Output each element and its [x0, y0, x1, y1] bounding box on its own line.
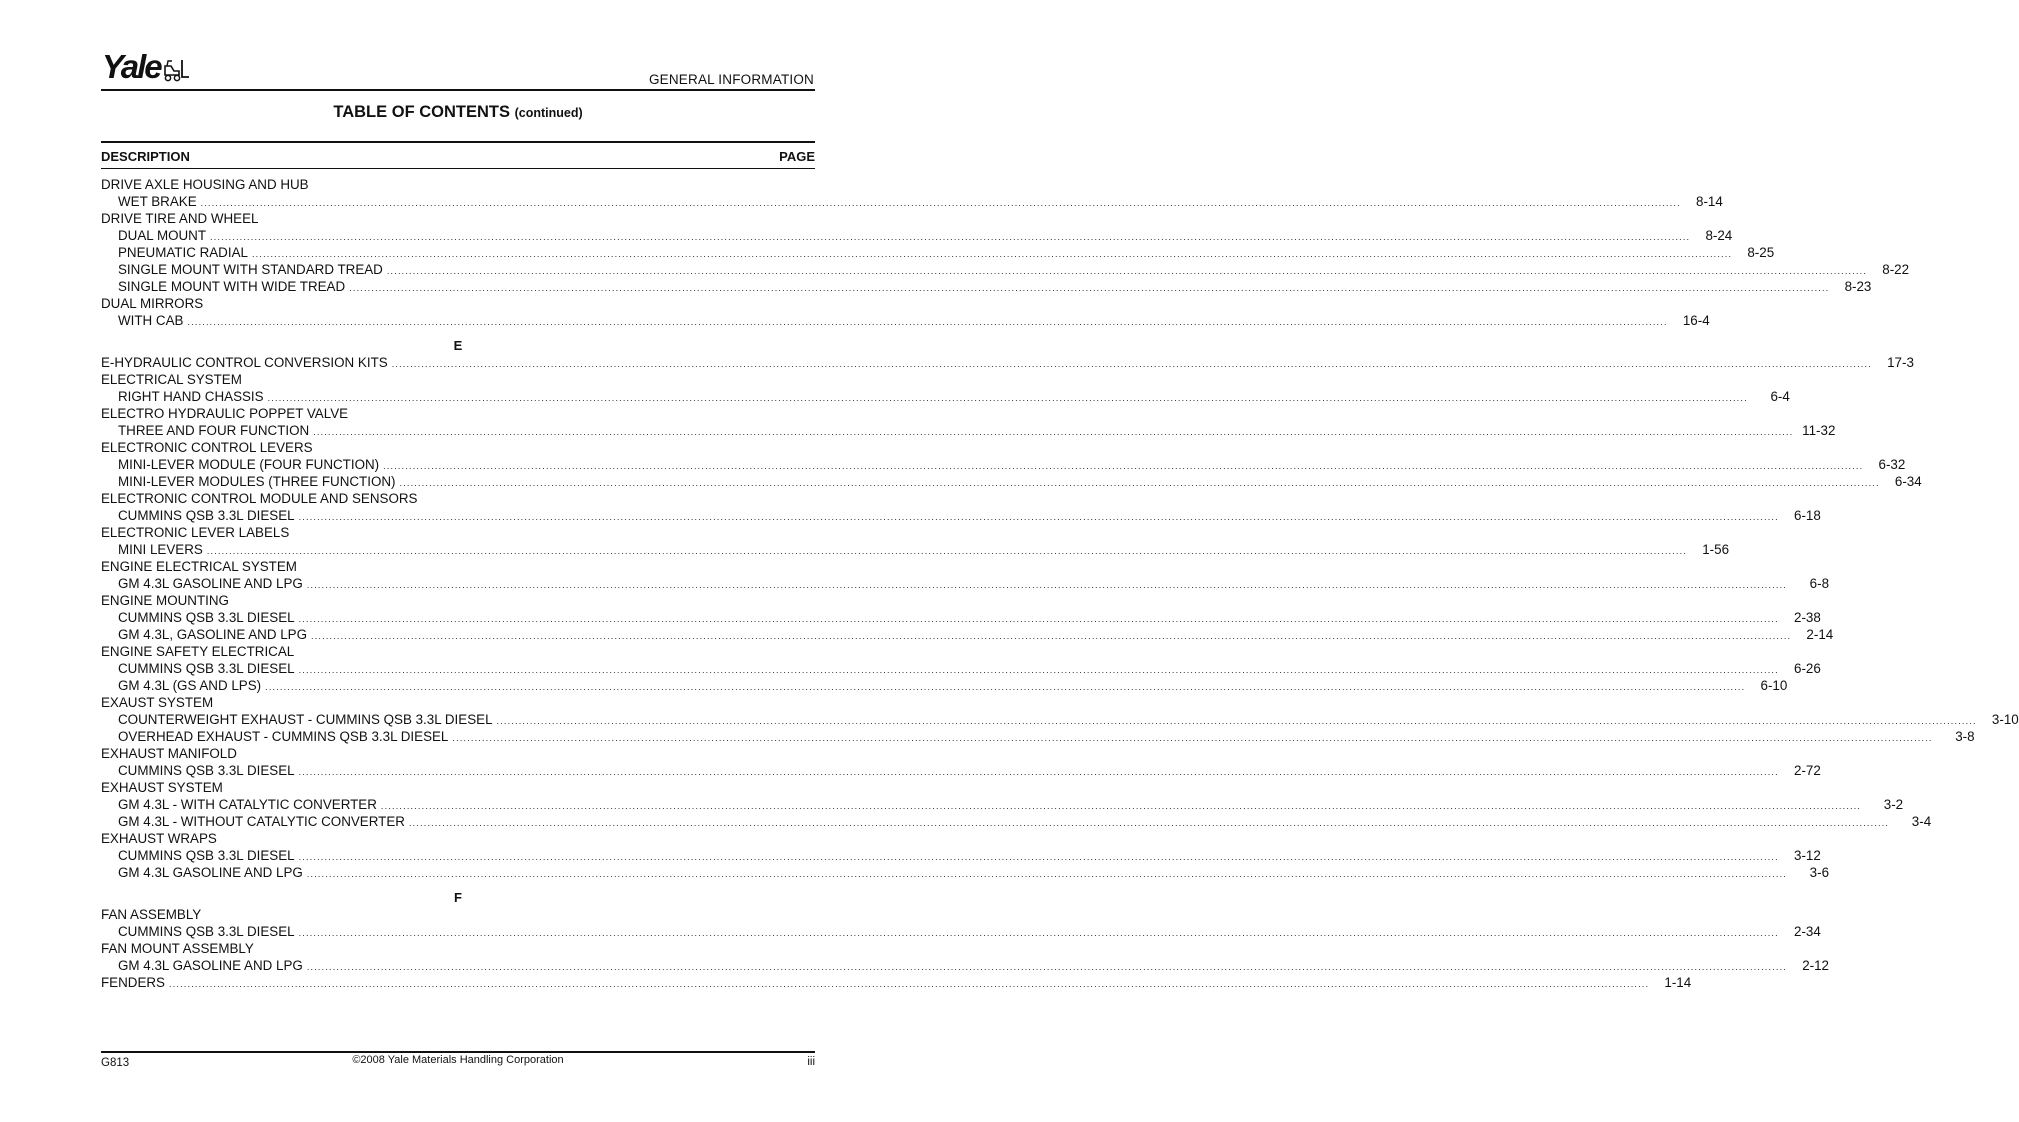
toc-subentry[interactable] [101, 312, 1710, 329]
section-letter: F [454, 890, 462, 905]
toc-subentry[interactable] [101, 813, 1932, 830]
dot-leader: ................................................................................................................................................................................................................................................................................................................................................................................................................ [298, 665, 1779, 675]
toc-entry-title: OVERHEAD EXHAUST - CUMMINS QSB 3.3L DIESEL [118, 729, 449, 744]
document-code: G813 [101, 1057, 130, 1069]
dot-leader: ................................................................................................................................................................................................................................................................................................................................................................................................................ [187, 317, 1668, 327]
toc-entry-title: CUMMINS QSB 3.3L DIESEL [118, 661, 295, 676]
toc-entry-title: ENGINE ELECTRICAL SYSTEM [101, 559, 297, 574]
dot-leader: ................................................................................................................................................................................................................................................................................................................................................................................................................ [210, 232, 1691, 242]
toc-entry-title: CUMMINS QSB 3.3L DIESEL [118, 610, 295, 625]
toc-entry-page: 8-23 [1844, 279, 1872, 294]
toc-entry-title: FENDERS [101, 975, 165, 990]
toc-entry-title: DUAL MIRRORS [101, 296, 204, 311]
toc-entry-page: 8-25 [1747, 245, 1775, 260]
toc-subentry[interactable] [101, 422, 1836, 439]
toc-entry-title: GM 4.3L - WITHOUT CATALYTIC CONVERTER [118, 814, 405, 829]
toc-entry-page: 3-2 [1883, 797, 1904, 812]
dot-leader: ................................................................................................................................................................................................................................................................................................................................................................................................................ [380, 801, 1862, 811]
toc-entry [101, 906, 815, 923]
toc-entry-title: SINGLE MOUNT WITH STANDARD TREAD [118, 262, 383, 277]
toc-entry-page: 3-8 [1955, 729, 1975, 744]
toc-entry-title: COUNTERWEIGHT EXHAUST - CUMMINS QSB 3.3L DIESEL [118, 712, 493, 727]
toc-entry [101, 940, 815, 957]
dot-leader: ................................................................................................................................................................................................................................................................................................................................................................................................................ [298, 767, 1779, 777]
toc-subentry[interactable] [101, 796, 1904, 813]
copyright-notice: ©2008 Yale Materials Handling Corporation [352, 1054, 564, 1066]
toc-subentry[interactable] [101, 762, 1821, 779]
dot-leader: ................................................................................................................................................................................................................................................................................................................................................................................................................ [267, 393, 1748, 403]
toc-subentry[interactable] [101, 923, 1821, 940]
toc-subentry[interactable] [101, 456, 1906, 473]
toc-subentry[interactable] [101, 575, 1830, 592]
dot-leader: ................................................................................................................................................................................................................................................................................................................................................................................................................ [306, 869, 1788, 879]
column-header-page: PAGE [779, 149, 815, 164]
toc-entry-title: ELECTRONIC CONTROL LEVERS [101, 440, 313, 455]
toc-entry-title: SINGLE MOUNT WITH WIDE TREAD [118, 279, 346, 294]
toc-entry-page: 8-22 [1882, 262, 1910, 277]
section-label: GENERAL INFORMATION [648, 72, 814, 87]
toc-entry-title: DRIVE AXLE HOUSING AND HUB [101, 177, 309, 192]
toc-entry-page: 2-12 [1802, 958, 1830, 973]
toc-entry-page: 6-34 [1894, 474, 1922, 489]
column-header-rule-bottom [101, 168, 815, 169]
toc-entry-page: 3-10 [1991, 712, 2019, 727]
dot-leader: ................................................................................................................................................................................................................................................................................................................................................................................................................ [306, 580, 1788, 590]
toc-entry [101, 210, 815, 227]
toc-entry [101, 371, 815, 388]
toc-entry-page: 3-12 [1794, 848, 1821, 863]
dot-leader: ................................................................................................................................................................................................................................................................................................................................................................................................................ [452, 733, 1933, 743]
toc-entry-title: CUMMINS QSB 3.3L DIESEL [118, 763, 295, 778]
toc-entry-title: CUMMINS QSB 3.3L DIESEL [118, 508, 295, 523]
toc-entry-page: 2-38 [1794, 610, 1821, 625]
dot-leader: ................................................................................................................................................................................................................................................................................................................................................................................................................ [399, 478, 1880, 488]
dot-leader: ................................................................................................................................................................................................................................................................................................................................................................................................................ [386, 266, 1868, 276]
toc-entry [101, 830, 815, 847]
page-title [0, 103, 916, 122]
toc-entry-title: EXHAUST WRAPS [101, 831, 217, 846]
toc-subentry[interactable] [101, 244, 1775, 261]
toc-entry [101, 176, 815, 193]
dot-leader: ................................................................................................................................................................................................................................................................................................................................................................................................................ [298, 852, 1779, 862]
toc-entry-title: GM 4.3L GASOLINE AND LPG [118, 865, 303, 880]
toc-subentry[interactable] [101, 660, 1821, 677]
toc-entry-page: 3-6 [1809, 865, 1830, 880]
dot-leader: ................................................................................................................................................................................................................................................................................................................................................................................................................ [298, 928, 1779, 938]
dot-leader: ................................................................................................................................................................................................................................................................................................................................................................................................................ [408, 818, 1890, 828]
toc-entry-page: 6-10 [1760, 678, 1788, 693]
toc-entry-title: FAN MOUNT ASSEMBLY [101, 941, 254, 956]
toc-subentry[interactable] [101, 864, 1830, 881]
toc-entry-page: 1-14 [1664, 975, 1692, 990]
toc-entry-title: GM 4.3L, GASOLINE AND LPG [118, 627, 308, 642]
dot-leader: ................................................................................................................................................................................................................................................................................................................................................................................................................ [200, 198, 1681, 208]
footer-rule [101, 1051, 815, 1053]
toc-entry-page: 6-32 [1878, 457, 1906, 472]
toc-subentry[interactable] [101, 626, 1834, 643]
toc-entry-title: GM 4.3L - WITH CATALYTIC CONVERTER [118, 797, 377, 812]
toc-entry-title: MINI-LEVER MODULES (THREE FUNCTION) [118, 474, 396, 489]
dot-leader: ................................................................................................................................................................................................................................................................................................................................................................................................................ [311, 631, 1792, 641]
toc-entry [101, 694, 815, 711]
toc-entry-page: 2-34 [1794, 924, 1821, 939]
dot-leader: ................................................................................................................................................................................................................................................................................................................................................................................................................ [383, 461, 1864, 471]
header-rule [101, 89, 815, 91]
toc-entry [101, 490, 815, 507]
logo-wordmark: Yale [102, 48, 161, 85]
dot-leader: ................................................................................................................................................................................................................................................................................................................................................................................................................ [251, 249, 1733, 259]
column-header-description: DESCRIPTION [101, 149, 190, 164]
dot-leader: ................................................................................................................................................................................................................................................................................................................................................................................................................ [169, 979, 1650, 989]
toc-entry-title: GM 4.3L GASOLINE AND LPG [118, 576, 303, 591]
toc-entry-page: 8-14 [1696, 194, 1723, 209]
toc-entry-title: DRIVE TIRE AND WHEEL [101, 211, 259, 226]
toc-entry-page: 2-72 [1794, 763, 1821, 778]
dot-leader: ................................................................................................................................................................................................................................................................................................................................................................................................................ [313, 427, 1794, 437]
toc-entry-title: MINI LEVERS [118, 542, 203, 557]
toc-entry-title: CUMMINS QSB 3.3L DIESEL [118, 924, 295, 939]
toc-entry-title: THREE AND FOUR FUNCTION [118, 423, 310, 438]
toc-subentry[interactable] [101, 711, 2019, 728]
toc-entry-title: GM 4.3L GASOLINE AND LPG [118, 958, 303, 973]
toc-subentry[interactable] [101, 193, 1723, 210]
toc-entry-title: ENGINE MOUNTING [101, 593, 229, 608]
dot-leader: ................................................................................................................................................................................................................................................................................................................................................................................................................ [496, 716, 1977, 726]
toc-subentry[interactable] [101, 541, 1730, 558]
toc-entry-title: ELECTRONIC CONTROL MODULE AND SENSORS [101, 491, 418, 506]
toc-entry [101, 439, 815, 456]
page-number: iii [807, 1056, 815, 1068]
toc-entry-title: FAN ASSEMBLY [101, 907, 202, 922]
section-letter: E [453, 338, 463, 353]
toc-entry [101, 643, 815, 660]
toc-entry[interactable] [101, 354, 1914, 371]
toc-entry-title: WET BRAKE [118, 194, 197, 209]
dot-leader: ................................................................................................................................................................................................................................................................................................................................................................................................................ [298, 512, 1779, 522]
toc-entry [101, 558, 815, 575]
dot-leader: ................................................................................................................................................................................................................................................................................................................................................................................................................ [349, 283, 1830, 293]
toc-subentry[interactable] [101, 677, 1788, 694]
toc-entry-page: 17-3 [1887, 355, 1914, 370]
toc-entry-title: PNEUMATIC RADIAL [118, 245, 248, 260]
toc-entry-page: 6-26 [1794, 661, 1821, 676]
toc-subentry[interactable] [101, 609, 1821, 626]
column-header-rule-top [101, 141, 815, 143]
toc-entry-page: 16-4 [1682, 313, 1710, 328]
dot-leader: ................................................................................................................................................................................................................................................................................................................................................................................................................ [306, 962, 1788, 972]
toc-entry-title: EXAUST SYSTEM [101, 695, 214, 710]
toc-subentry[interactable] [101, 728, 1975, 745]
toc-entry [101, 524, 815, 541]
dot-leader: ................................................................................................................................................................................................................................................................................................................................................................................................................ [298, 614, 1779, 624]
toc-entry-page: 8-24 [1705, 228, 1733, 243]
toc-entry [101, 295, 815, 312]
toc-entry [101, 745, 815, 762]
toc-entry-title: RIGHT HAND CHASSIS [118, 389, 264, 404]
toc-entry-title: ELECTRICAL SYSTEM [101, 372, 242, 387]
toc-entry[interactable] [101, 974, 1692, 991]
toc-entry-page: 11-32 [1802, 423, 1836, 438]
toc-subentry[interactable] [101, 473, 1922, 490]
toc-entry-title: EXHAUST MANIFOLD [101, 746, 237, 761]
toc-entry-page: 6-8 [1809, 576, 1830, 591]
toc-entry-page: 2-14 [1806, 627, 1834, 642]
toc-entry-title: CUMMINS QSB 3.3L DIESEL [118, 848, 295, 863]
title-text: TABLE OF CONTENTS [333, 103, 510, 121]
toc-subentry[interactable] [101, 507, 1821, 524]
toc-entry-page: 3-4 [1911, 814, 1932, 829]
toc-entry-title: ELECTRONIC LEVER LABELS [101, 525, 290, 540]
toc-subentry[interactable] [101, 227, 1733, 244]
toc-entry [101, 779, 815, 796]
toc-entry-title: EXHAUST SYSTEM [101, 780, 223, 795]
toc-entry-page: 1-56 [1702, 542, 1730, 557]
dot-leader: ................................................................................................................................................................................................................................................................................................................................................................................................................ [265, 682, 1746, 692]
toc-entry-title: DUAL MOUNT [118, 228, 207, 243]
yale-logo [102, 50, 190, 84]
toc-subentry[interactable] [101, 957, 1830, 974]
toc-subentry[interactable] [101, 278, 1872, 295]
toc-entry-title: MINI-LEVER MODULE (FOUR FUNCTION) [118, 457, 380, 472]
title-suffix: (continued) [514, 106, 583, 120]
toc-entry-title: WITH CAB [118, 313, 184, 328]
toc-subentry[interactable] [101, 388, 1790, 405]
dot-leader: ................................................................................................................................................................................................................................................................................................................................................................................................................ [206, 546, 1688, 556]
toc-entry-title: GM 4.3L (GS AND LPS) [118, 678, 262, 693]
toc-entry [101, 592, 815, 609]
forklift-icon [162, 57, 190, 83]
toc-list [101, 176, 2019, 991]
toc-entry-page: 6-4 [1770, 389, 1790, 404]
toc-entry-title: E-HYDRAULIC CONTROL CONVERSION KITS [101, 355, 388, 370]
toc-subentry[interactable] [101, 847, 1821, 864]
dot-leader: ................................................................................................................................................................................................................................................................................................................................................................................................................ [391, 359, 1872, 369]
toc-entry-page: 6-18 [1794, 508, 1821, 523]
toc-subentry[interactable] [101, 261, 1910, 278]
toc-entry [101, 405, 815, 422]
toc-entry-title: ELECTRO HYDRAULIC POPPET VALVE [101, 406, 349, 421]
toc-entry-title: ENGINE SAFETY ELECTRICAL [101, 644, 295, 659]
